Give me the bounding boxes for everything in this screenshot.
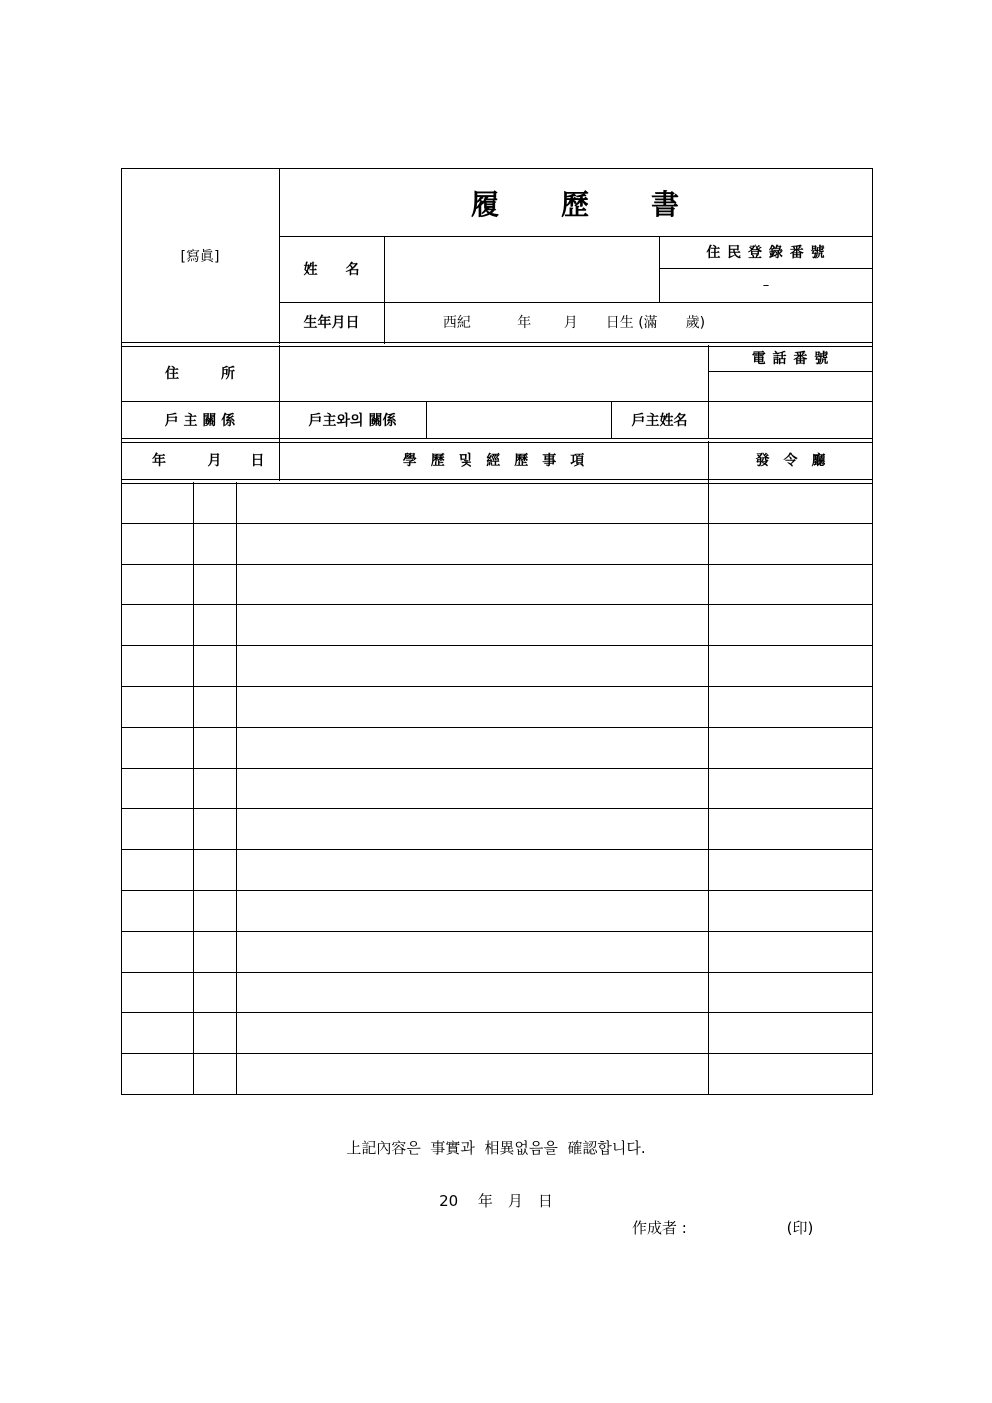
address-label: 住 所 xyxy=(165,366,235,382)
history-row[interactable] xyxy=(280,1013,708,1053)
history-row[interactable] xyxy=(280,728,708,768)
birth-field[interactable]: 西紀 年 月 日生 (滿 歲) xyxy=(442,315,706,331)
page-title: 履 歷 書 xyxy=(470,188,681,221)
address-field[interactable] xyxy=(280,346,708,401)
date-line: 20 年 月 日 xyxy=(439,1191,553,1210)
month-column-divider xyxy=(236,482,237,1095)
history-label: 學 歷 및 經 歷 事 項 xyxy=(402,453,585,469)
issuer-label: 發 令 廳 xyxy=(755,453,826,469)
history-row[interactable] xyxy=(280,524,708,564)
year-label: 年 xyxy=(152,453,166,469)
name-label: 姓 名 xyxy=(303,262,360,278)
resident-no-label: 住 民 登 錄 番 號 xyxy=(706,245,826,261)
seal-label: (印) xyxy=(786,1218,814,1237)
history-row[interactable] xyxy=(280,1054,708,1094)
name-field[interactable] xyxy=(385,237,659,302)
head-name-label: 戶主姓名 xyxy=(631,413,688,429)
phone-label: 電 話 番 號 xyxy=(751,351,830,367)
author-label: 作成者 : xyxy=(632,1218,687,1237)
head-name-field[interactable] xyxy=(709,402,873,439)
relation-with-head-label: 戶主와의 關係 xyxy=(308,413,397,429)
history-row[interactable] xyxy=(280,687,708,727)
history-row[interactable] xyxy=(280,646,708,686)
household-relation-label: 戶 主 關 係 xyxy=(164,413,236,429)
month-label: 月 xyxy=(207,453,222,469)
day-label: 日 xyxy=(250,453,265,469)
year-column-divider xyxy=(193,482,194,1095)
history-row[interactable] xyxy=(280,809,708,849)
relation-with-head-field[interactable] xyxy=(427,402,611,439)
birth-label: 生年月日 xyxy=(303,315,360,331)
photo-label: [寫眞] xyxy=(180,249,220,265)
resident-no-field[interactable]: – xyxy=(762,277,770,293)
confirmation-text: 上記內容은 事實과 相異없음을 確認합니다. xyxy=(346,1138,646,1157)
history-row[interactable] xyxy=(280,769,708,809)
history-row[interactable] xyxy=(280,973,708,1013)
history-row[interactable] xyxy=(280,891,708,931)
history-row[interactable] xyxy=(280,605,708,645)
history-row[interactable] xyxy=(280,483,708,523)
phone-field[interactable] xyxy=(709,372,873,401)
history-row[interactable] xyxy=(280,850,708,890)
history-row[interactable] xyxy=(280,932,708,972)
history-row[interactable] xyxy=(280,565,708,605)
